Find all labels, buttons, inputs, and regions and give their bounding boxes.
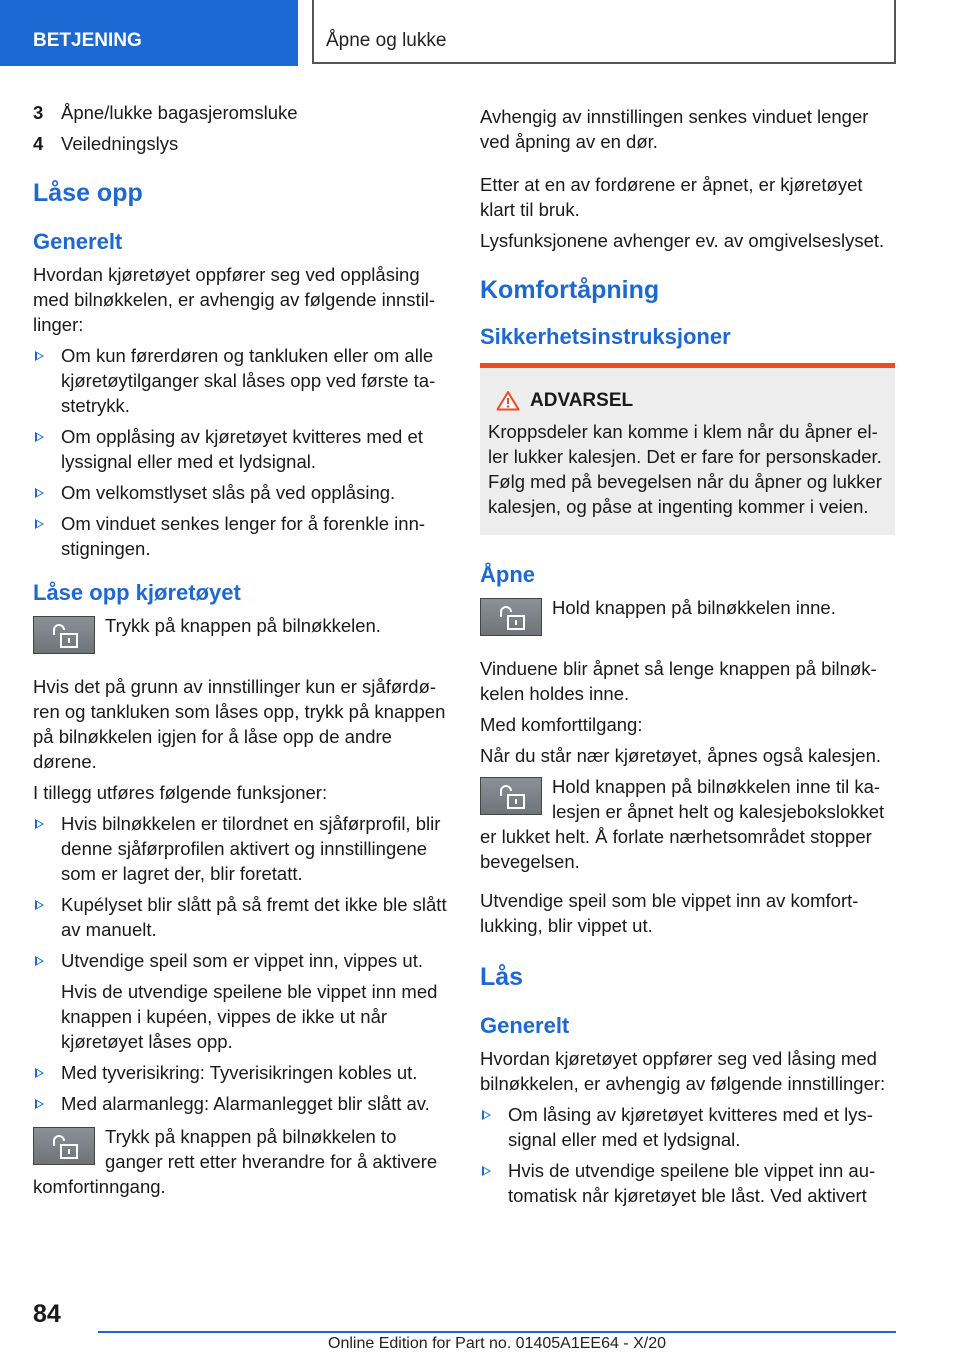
left-column	[33, 100, 449, 1205]
list-item: Om vinduet senkes lenger for å forenkle innstigningen.	[33, 511, 449, 561]
warning-box	[480, 363, 895, 535]
unlock-key-icon	[480, 777, 542, 815]
warning-text: Kroppsdeler kan komme i klem når du åpner eller lukker kalesjen. Det er fare for personskader. Følg med på bevegelsen når du åpner og lukker kalesjen, og påse at ingenting kommer i veien.	[488, 421, 882, 517]
key-instruction-text: Hold knappen på bilnøkkelen inne til kalesjen er åpnet helt og kalesjebokslokket er lukket helt. Å forlate nærhetsområdet stopper bevegelsen.	[480, 776, 885, 872]
legend-number: 4	[33, 133, 44, 154]
list-item: Om kun førerdøren og tankluken eller om alle kjøretøytilganger skal låses opp ved første tastetrykk.	[33, 343, 449, 418]
key-instruction	[33, 1124, 449, 1199]
unlock-key-icon	[33, 1127, 95, 1165]
right-column	[480, 104, 895, 1216]
bullet-triangle-icon	[35, 432, 44, 442]
list-item-subtext: Hvis de utvendige speilene ble vippet inn med knappen i kupéen, vippes de ikke ut når kjøretøyet låses opp.	[61, 981, 438, 1052]
heading-generelt: Generelt	[33, 229, 123, 254]
legend-item	[33, 131, 449, 156]
paragraph: Utvendige speil som ble vippet inn av komfortlukking, blir vippet ut.	[480, 890, 859, 936]
footer-divider	[98, 1331, 896, 1333]
lock-settings-list	[480, 1102, 895, 1208]
paragraph: Hvordan kjøretøyet oppfører seg ved låsing med bilnøkkelen, er avhengig av følgende innstillinger:	[480, 1048, 886, 1094]
warning-header	[488, 388, 887, 413]
paragraph: Etter at en av fordørene er åpnet, er kjøretøyet klart til bruk.	[480, 174, 863, 220]
legend-text: Veiledningslys	[61, 133, 179, 154]
bullet-triangle-icon	[35, 351, 44, 361]
bullet-triangle-icon	[35, 488, 44, 498]
heading-las: Lås	[480, 963, 524, 991]
page-header	[0, 0, 960, 66]
paragraph: Vinduene blir åpnet så lenge knappen på bilnøkkelen holdes inne.	[480, 658, 877, 704]
warning-triangle-icon	[496, 390, 520, 411]
bullet-triangle-icon	[35, 1099, 44, 1109]
heading-lase-opp: Låse opp	[33, 179, 143, 207]
paragraph: I tillegg utføres følgende funksjoner:	[33, 782, 328, 803]
paragraph: Når du står nær kjøretøyet, åpnes også kalesjen.	[480, 745, 882, 766]
warning-title: ADVARSEL	[530, 390, 634, 411]
list-item: Hvis de utvendige speilene ble vippet inn automatisk når kjøretøyet ble låst. Ved aktivert	[480, 1158, 895, 1208]
list-item: Kupélyset blir slått på så fremt det ikke ble slått av manuelt.	[33, 892, 449, 942]
bullet-triangle-icon	[35, 956, 44, 966]
heading-sikkerhet: Sikkerhetsinstruksjoner	[480, 324, 731, 349]
page-number: 84	[33, 1300, 61, 1328]
legend-number: 3	[33, 102, 44, 123]
unlock-key-icon	[33, 616, 95, 654]
heading-komfortapning: Komfortåpning	[480, 276, 660, 304]
list-item: Om opplåsing av kjøretøyet kvitteres med et lyssignal eller med et lydsignal.	[33, 424, 449, 474]
legend-text: Åpne/lukke bagasjeromsluke	[61, 102, 298, 123]
key-instruction	[33, 613, 449, 660]
bullet-triangle-icon	[35, 819, 44, 829]
paragraph: Lysfunksjonene avhenger ev. av omgivelseslyset.	[480, 230, 885, 251]
bullet-triangle-icon	[35, 519, 44, 529]
chapter-title: Åpne og lukke	[312, 0, 896, 64]
list-item: Om låsing av kjøretøyet kvitteres med et lyssignal eller med et lydsignal.	[480, 1102, 895, 1152]
heading-lase-opp-kjoretoyet: Låse opp kjøretøyet	[33, 580, 241, 605]
heading-generelt-las: Generelt	[480, 1013, 570, 1038]
list-item: Med tyverisikring: Tyverisikringen kobles ut.	[33, 1060, 449, 1085]
bullet-triangle-icon	[35, 900, 44, 910]
section-tab: BETJENING	[0, 0, 298, 66]
unlock-key-icon	[480, 598, 542, 636]
key-instruction-text: Trykk på knappen på bilnøkkelen to ganger rett etter hverandre for å aktivere komfortinngang.	[33, 1126, 438, 1197]
paragraph: Med komforttilgang:	[480, 714, 643, 735]
list-item: Med alarmanlegg: Alarmanlegget blir slått av.	[33, 1091, 449, 1116]
bullet-triangle-icon	[35, 1068, 44, 1078]
key-instruction-text: Trykk på knappen på bilnøkkelen.	[105, 615, 381, 636]
heading-apne: Åpne	[480, 562, 535, 587]
bullet-triangle-icon	[482, 1110, 491, 1120]
footer-edition: Online Edition for Part no. 01405A1EE64 - X/20	[328, 1335, 666, 1352]
functions-list	[33, 811, 449, 1116]
bullet-triangle-icon	[482, 1166, 491, 1176]
key-instruction	[480, 595, 895, 642]
numbered-legend	[33, 100, 449, 156]
legend-item	[33, 100, 449, 125]
paragraph: Hvis det på grunn av innstillinger kun er sjåførdøren og tankluken som låses opp, trykk på knappen på bilnøkkelen igjen for å låse opp de andre dørene.	[33, 676, 446, 772]
settings-list	[33, 343, 449, 561]
key-instruction-text: Hold knappen på bilnøkkelen inne.	[552, 597, 836, 618]
paragraph: Avhengig av innstillingen senkes vinduet lenger ved åpning av en dør.	[480, 106, 869, 152]
list-item: Om velkomstlyset slås på ved opplåsing.	[33, 480, 449, 505]
list-item: Hvis bilnøkkelen er tilordnet en sjåførprofil, blir denne sjåførprofilen aktivert og innstillingene som er lagret der, blir foretatt.	[33, 811, 449, 886]
paragraph: Hvordan kjøretøyet oppfører seg ved opplåsing med bilnøkkelen, er avhengig av følgende innstillinger:	[33, 264, 436, 335]
key-instruction	[480, 774, 895, 874]
list-item: Utvendige speil som er vippet inn, vippes ut. Hvis de utvendige speilene ble vippet inn med knappen i kupéen, vippes de ikke ut når kjøretøyet låses opp.	[33, 948, 449, 1054]
